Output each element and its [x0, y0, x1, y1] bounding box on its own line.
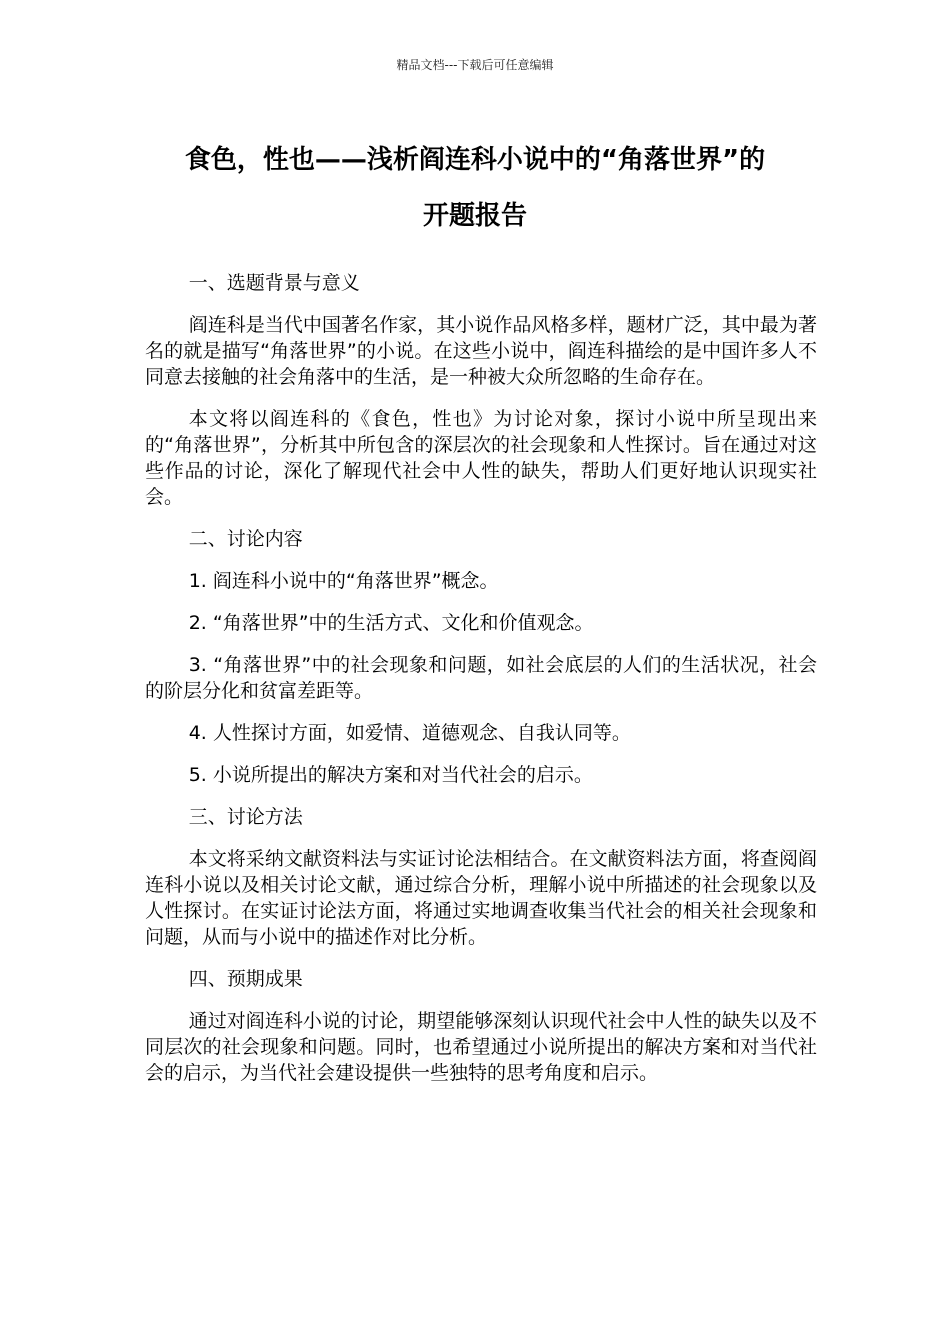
title-line-1: 食色，性也——浅析阎连科小说中的“角落世界”的 [184, 145, 766, 175]
section-heading-background: 一、选题背景与意义 [188, 272, 360, 294]
header-note: 精品文档---下载后可任意编辑 [396, 58, 554, 72]
document-body [145, 270, 817, 1102]
section-heading-method: 三、讨论方法 [188, 806, 303, 828]
page-title [100, 132, 850, 244]
list-item: 5. 小说所提出的解决方案和对当代社会的启示。 [188, 764, 593, 786]
section-heading-content: 二、讨论内容 [188, 528, 303, 550]
paragraph-method: 本文将采纳文献资料法与实证讨论法相结合。在文献资料法方面，将查阅阎连科小说以及相关讨论文献，通过综合分析，理解小说中所描述的社会现象以及人性探讨。在实证讨论法方面，将通过实地调查收集当代社会的相关社会现象和问题，从而与小说中的描述作对比分析。 [145, 848, 817, 948]
list-item: 3. “角落世界”中的社会现象和问题，如社会底层的人们的生活状况，社会的阶层分化和贫富差距等。 [145, 654, 817, 702]
section-heading-results: 四、预期成果 [188, 968, 303, 990]
paragraph-results: 通过对阎连科小说的讨论，期望能够深刻认识现代社会中人性的缺失以及不同层次的社会现象和问题。同时，也希望通过小说所提出的解决方案和对当代社会的启示，为当代社会建设提供一些独特的思考角度和启示。 [145, 1010, 817, 1084]
list-item: 2. “角落世界”中的生活方式、文化和价值观念。 [188, 612, 594, 634]
paragraph-background-2: 本文将以阎连科的《食色，性也》为讨论对象，探讨小说中所呈现出来的“角落世界”，分析其中所包含的深层次的社会现象和人性探讨。旨在通过对这些作品的讨论，深化了解现代社会中人性的缺失，帮助人们更好地认识现实社会。 [145, 408, 817, 508]
list-item: 1. 阎连科小说中的“角落世界”概念。 [188, 570, 499, 592]
title-line-2: 开题报告 [422, 201, 527, 231]
paragraph-background-1: 阎连科是当代中国著名作家，其小说作品风格多样，题材广泛，其中最为著名的就是描写“角落世界”的小说。在这些小说中，阎连科描绘的是中国许多人不同意去接触的社会角落中的生活，是一种被大众所忽略的生命存在。 [145, 314, 817, 388]
list-item: 4. 人性探讨方面，如爱情、道德观念、自我认同等。 [188, 722, 631, 744]
